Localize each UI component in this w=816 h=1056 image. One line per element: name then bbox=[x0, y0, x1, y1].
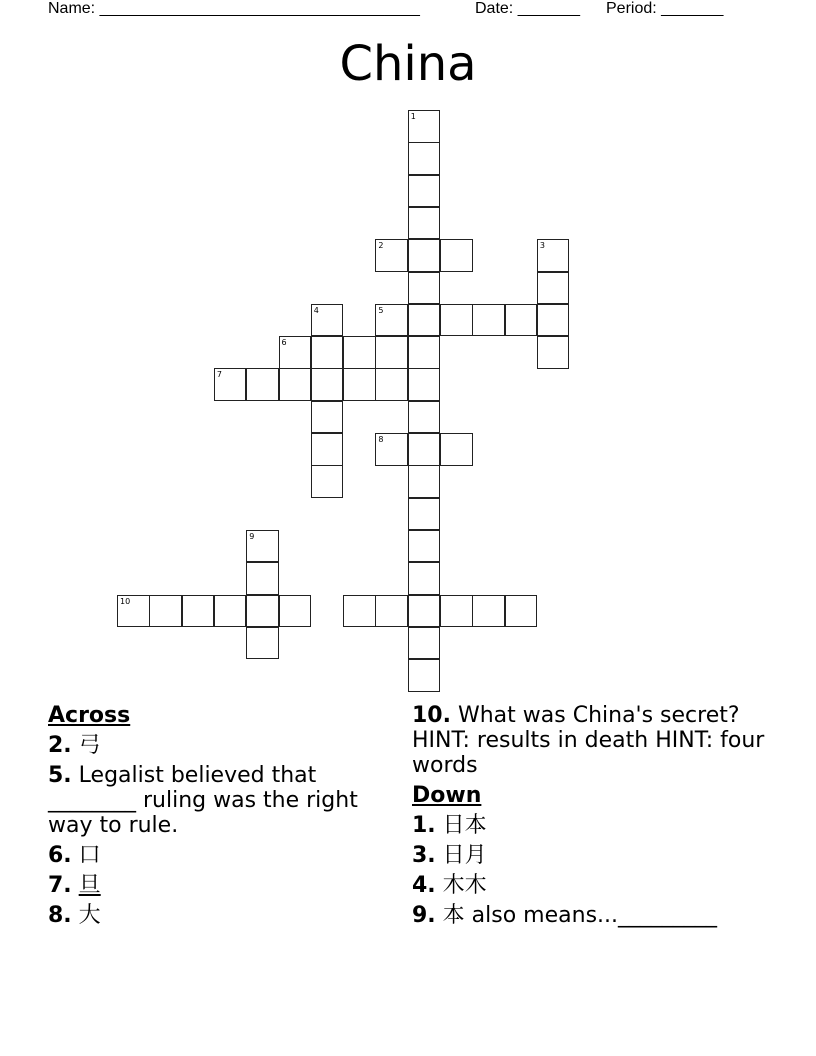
crossword-cell[interactable] bbox=[182, 595, 215, 628]
clue-text: What was China's secret? HINT: results in death HINT: four words bbox=[412, 703, 765, 778]
across-clue-2 bbox=[48, 733, 393, 758]
crossword-cell[interactable] bbox=[408, 336, 441, 369]
crossword-cell[interactable] bbox=[408, 368, 441, 401]
across-clue-10 bbox=[412, 703, 772, 778]
crossword-cell[interactable] bbox=[343, 595, 376, 628]
crossword-cell[interactable] bbox=[537, 304, 570, 337]
cell-number: 6 bbox=[281, 338, 287, 348]
crossword-cell[interactable] bbox=[311, 304, 344, 337]
clue-text: 木木 bbox=[442, 873, 487, 898]
crossword-cell[interactable] bbox=[375, 304, 408, 337]
crossword-cell[interactable] bbox=[343, 336, 376, 369]
crossword-cell[interactable] bbox=[214, 595, 247, 628]
clue-number: 1. bbox=[412, 813, 436, 838]
crossword-cell[interactable] bbox=[408, 627, 441, 660]
crossword-cell[interactable] bbox=[246, 595, 279, 628]
across-clue-6 bbox=[48, 843, 393, 868]
crossword-cell[interactable] bbox=[408, 465, 441, 498]
crossword-cell[interactable] bbox=[408, 401, 441, 434]
cell-number: 10 bbox=[120, 596, 131, 606]
cell-number: 7 bbox=[216, 370, 222, 380]
crossword-cell[interactable] bbox=[246, 530, 279, 563]
crossword-cell[interactable] bbox=[408, 142, 441, 175]
crossword-cell[interactable] bbox=[408, 239, 441, 272]
cell-number: 3 bbox=[539, 241, 545, 251]
down-clue-9 bbox=[412, 903, 772, 928]
down-clue-4 bbox=[412, 873, 772, 898]
clue-number: 2. bbox=[48, 733, 72, 758]
crossword-cell[interactable] bbox=[408, 272, 441, 305]
cell-number: 9 bbox=[249, 531, 255, 541]
crossword-cell[interactable] bbox=[279, 368, 312, 401]
crossword-cell[interactable] bbox=[408, 530, 441, 563]
crossword-cell[interactable] bbox=[311, 401, 344, 434]
crossword-cell[interactable] bbox=[472, 595, 505, 628]
clue-number: 10. bbox=[412, 703, 451, 728]
clue-number: 6. bbox=[48, 843, 72, 868]
clue-text: 大 bbox=[78, 903, 101, 928]
crossword-cell[interactable] bbox=[311, 433, 344, 466]
crossword-cell[interactable] bbox=[408, 175, 441, 208]
down-heading: Down bbox=[412, 783, 482, 808]
crossword-cell[interactable] bbox=[472, 304, 505, 337]
cell-number: 5 bbox=[378, 305, 384, 315]
cell-number: 2 bbox=[378, 241, 384, 251]
cell-number: 4 bbox=[313, 305, 319, 315]
period-field-label[interactable]: Period: _______ bbox=[606, 0, 724, 17]
clue-number: 9. bbox=[412, 903, 436, 928]
clue-text: 旦 bbox=[78, 873, 101, 898]
cell-number: 8 bbox=[378, 435, 384, 444]
crossword-cell[interactable] bbox=[375, 336, 408, 369]
crossword-cell[interactable] bbox=[375, 595, 408, 628]
across-clue-5 bbox=[48, 763, 393, 838]
clue-number: 4. bbox=[412, 873, 436, 898]
crossword-cell[interactable] bbox=[440, 433, 473, 466]
clue-text: 日本 bbox=[442, 813, 487, 838]
crossword-cell[interactable] bbox=[375, 433, 408, 466]
crossword-cell[interactable] bbox=[279, 595, 312, 628]
across-heading: Across bbox=[48, 703, 131, 728]
cell-number: 1 bbox=[410, 112, 416, 121]
date-field-label[interactable]: Date: _______ bbox=[475, 0, 580, 17]
crossword-cell[interactable] bbox=[343, 368, 376, 401]
crossword-cell[interactable] bbox=[246, 368, 279, 401]
crossword-cell[interactable] bbox=[537, 239, 570, 272]
crossword-cell[interactable] bbox=[505, 595, 538, 628]
crossword-cell[interactable] bbox=[537, 272, 570, 305]
crossword-cell[interactable] bbox=[311, 336, 344, 369]
crossword-cell[interactable] bbox=[214, 368, 247, 401]
crossword-cell[interactable] bbox=[311, 465, 344, 498]
clue-number: 5. bbox=[48, 763, 72, 788]
name-field-label[interactable]: Name: ____________________________________ bbox=[48, 0, 420, 17]
crossword-cell[interactable] bbox=[537, 336, 570, 369]
crossword-cell[interactable] bbox=[408, 659, 441, 692]
down-clue-1 bbox=[412, 813, 772, 838]
page-title: China bbox=[339, 36, 477, 92]
clue-text: Legalist believed that ________ ruling was the right way to rule. bbox=[48, 763, 358, 838]
crossword-cell[interactable] bbox=[375, 239, 408, 272]
down-clue-3 bbox=[412, 843, 772, 868]
crossword-cell[interactable] bbox=[408, 110, 441, 143]
crossword-cell[interactable] bbox=[408, 207, 441, 240]
crossword-cell[interactable] bbox=[279, 336, 312, 369]
crossword-cell[interactable] bbox=[440, 239, 473, 272]
clue-number: 7. bbox=[48, 873, 72, 898]
crossword-cell[interactable] bbox=[117, 595, 150, 628]
crossword-cell[interactable] bbox=[440, 595, 473, 628]
crossword-cell[interactable] bbox=[311, 368, 344, 401]
clues-left-column bbox=[48, 703, 393, 933]
crossword-cell[interactable] bbox=[408, 304, 441, 337]
crossword-cell[interactable] bbox=[408, 498, 441, 531]
clue-text: 本 also means..._________ bbox=[442, 903, 718, 928]
clue-text: 弓 bbox=[78, 733, 101, 758]
clue-text: 日月 bbox=[442, 843, 487, 868]
crossword-cell[interactable] bbox=[149, 595, 182, 628]
clues-right-column bbox=[412, 703, 772, 933]
crossword-cell[interactable] bbox=[375, 368, 408, 401]
clue-number: 3. bbox=[412, 843, 436, 868]
crossword-cell[interactable] bbox=[440, 304, 473, 337]
crossword-cell[interactable] bbox=[408, 433, 441, 466]
clue-text: 口 bbox=[78, 843, 101, 868]
crossword-cell[interactable] bbox=[505, 304, 538, 337]
clue-number: 8. bbox=[48, 903, 72, 928]
crossword-cell[interactable] bbox=[408, 562, 441, 595]
across-clue-7 bbox=[48, 873, 393, 898]
crossword-cell[interactable] bbox=[246, 562, 279, 595]
crossword-cell[interactable] bbox=[408, 595, 441, 628]
crossword-cell[interactable] bbox=[246, 627, 279, 660]
across-clue-8 bbox=[48, 903, 393, 928]
